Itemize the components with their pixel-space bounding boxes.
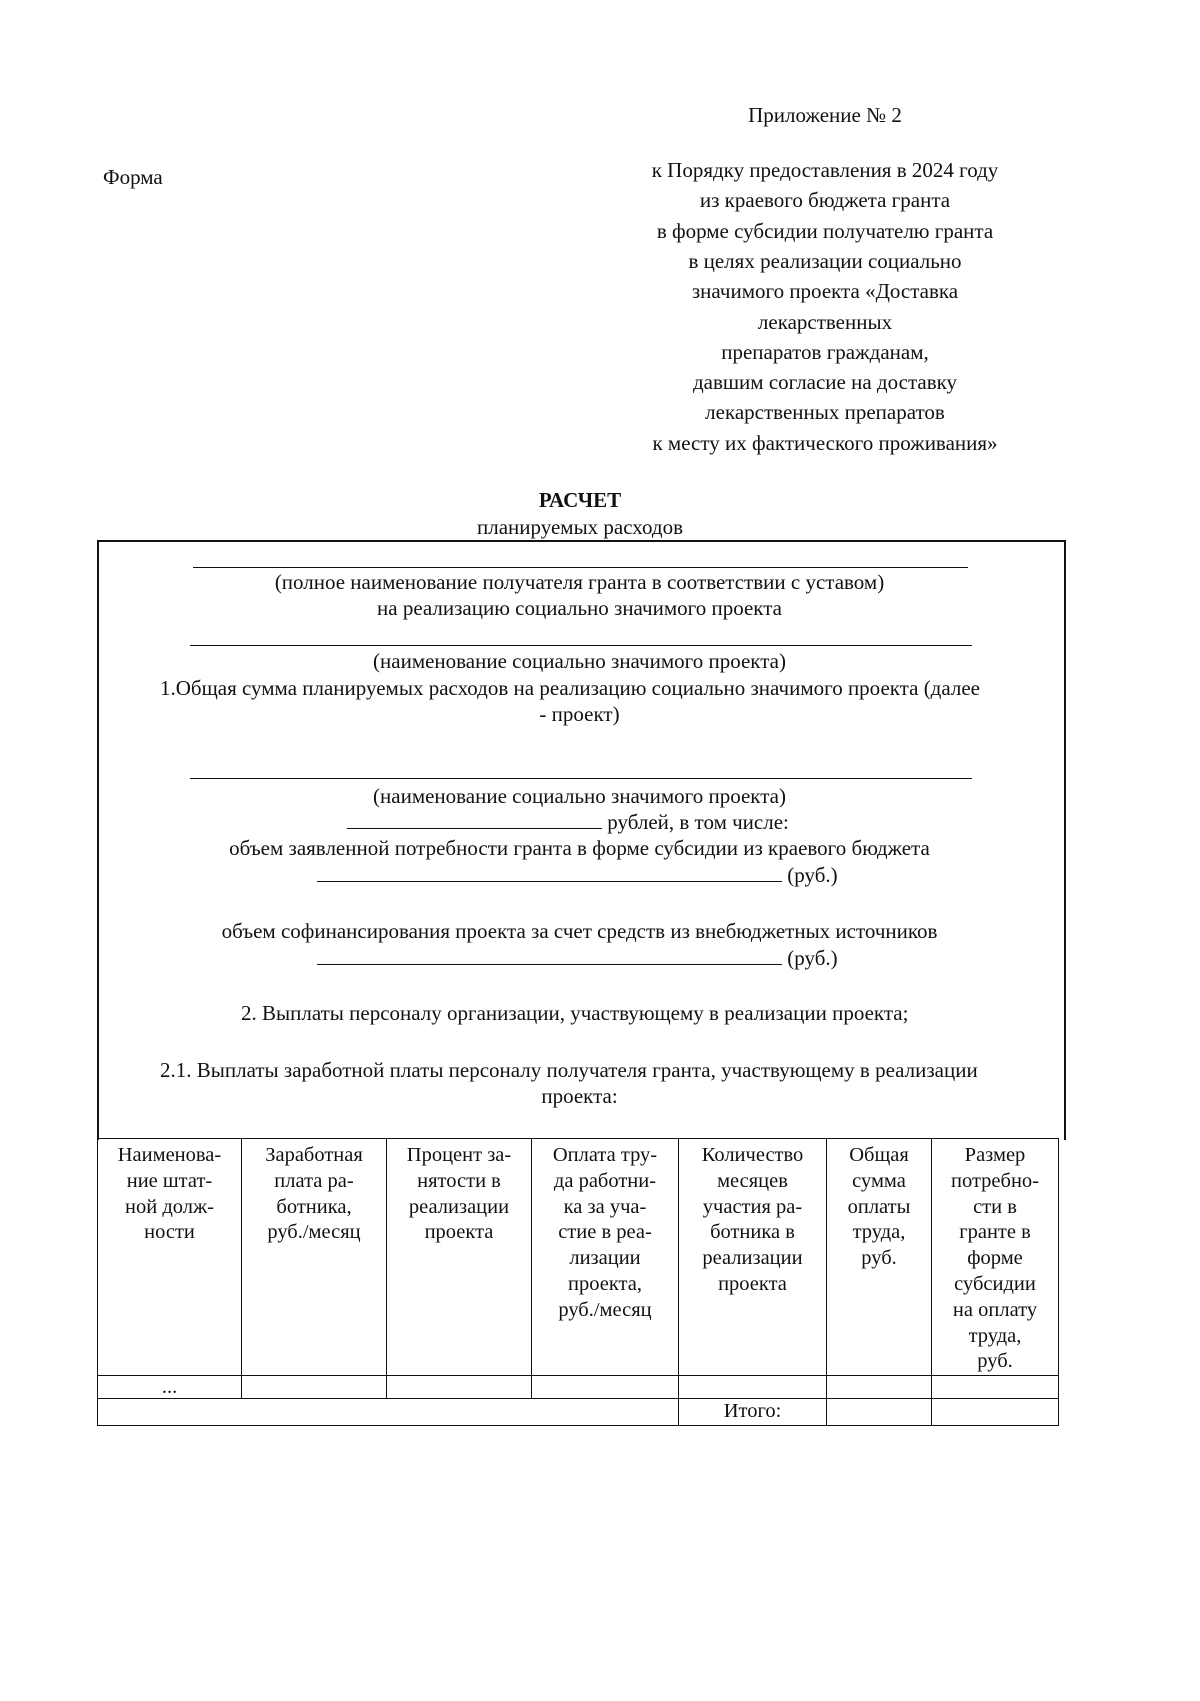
- column-header-line: проекта: [718, 1272, 787, 1295]
- column-header: [827, 1139, 932, 1376]
- column-header-line: месяцев: [717, 1169, 788, 1192]
- column-header-line: ние штат-: [126, 1169, 213, 1192]
- column-header-line: Размер: [964, 1144, 1026, 1166]
- rubles-including-text: рублей, в том числе:: [607, 810, 789, 834]
- item21-text: 2.1. Выплаты заработной платы персоналу получателя гранта, участвующему в реализации: [160, 1058, 978, 1082]
- column-header: [532, 1139, 679, 1376]
- column-header-line: нятости в: [417, 1169, 501, 1192]
- appendix-line: значимого проекта «Доставка: [691, 279, 959, 304]
- column-header-line: руб.: [977, 1350, 1013, 1373]
- column-header-line: Процент за-: [406, 1144, 512, 1166]
- form-label: Форма: [103, 165, 163, 189]
- column-header-line: проекта,: [568, 1272, 642, 1295]
- column-header-line: Оплата тру-: [552, 1144, 658, 1166]
- purpose-text: на реализацию социально значимого проекта: [377, 596, 782, 620]
- appendix-title: Приложение № 2: [748, 103, 902, 127]
- appendix-line: к Порядку предоставления в 2024 году: [651, 158, 999, 182]
- appendix-line: из краевого бюджета гранта: [699, 188, 951, 213]
- column-header-line: ботника в: [710, 1221, 795, 1244]
- column-header-line: оплаты: [847, 1195, 911, 1218]
- rub-label-2: (руб.): [787, 946, 838, 970]
- project-name-field-1[interactable]: [190, 645, 972, 646]
- column-header-line: Общая: [849, 1144, 909, 1166]
- column-header-line: ка за уча-: [563, 1195, 647, 1218]
- column-header-line: руб./месяц: [267, 1221, 361, 1244]
- recipient-name-field[interactable]: [193, 567, 968, 568]
- column-header-line: реализации: [408, 1195, 510, 1218]
- column-header-line: форме: [967, 1247, 1023, 1270]
- appendix-line: в целях реализации социально: [688, 248, 962, 273]
- project-caption-2: (наименование социально значимого проекта): [373, 784, 786, 808]
- table-cell[interactable]: [387, 1376, 532, 1399]
- column-header-line: Наименова-: [117, 1144, 222, 1166]
- total-sum-line: [347, 809, 789, 835]
- appendix-line: к месту их фактического проживания»: [652, 430, 998, 455]
- column-header-line: плата ра-: [274, 1169, 354, 1192]
- table-cell[interactable]: ...: [98, 1376, 242, 1399]
- column-header-line: Заработная: [265, 1144, 363, 1166]
- column-header-line: потребно-: [951, 1169, 1039, 1192]
- grant-volume-line: [317, 862, 838, 888]
- column-header-line: руб./месяц: [558, 1298, 652, 1321]
- item1-text-cont: - проект): [539, 702, 620, 726]
- column-header-line: труда,: [852, 1221, 906, 1244]
- column-header-line: гранте в: [959, 1221, 1031, 1244]
- column-header: [242, 1139, 387, 1376]
- table-cell[interactable]: [679, 1376, 827, 1399]
- cofinancing-text: объем софинансирования проекта за счет средств из внебюджетных источников: [221, 919, 938, 943]
- column-header-line: ной долж-: [125, 1195, 214, 1218]
- column-header: [387, 1139, 532, 1376]
- column-header-line: субсидии: [954, 1272, 1036, 1295]
- project-name-field-2[interactable]: [190, 778, 972, 779]
- column-header-line: сти в: [973, 1195, 1017, 1218]
- salary-table: [97, 1138, 1059, 1426]
- document-title: РАСЧЕТ: [538, 488, 622, 512]
- appendix-line: препаратов гражданам,: [721, 339, 929, 364]
- column-header-line: да работни-: [553, 1169, 657, 1192]
- total-grant-cell[interactable]: [932, 1399, 1059, 1426]
- column-header-line: проекта: [424, 1221, 494, 1244]
- table-cell[interactable]: [242, 1376, 387, 1399]
- column-header: [932, 1139, 1059, 1376]
- total-row: [98, 1399, 1059, 1426]
- appendix-line: в форме субсидии получателю гранта: [656, 218, 994, 243]
- rub-label-1: (руб.): [787, 863, 838, 887]
- document-subtitle: планируемых расходов: [477, 515, 683, 539]
- item21-text-cont: проекта:: [541, 1084, 618, 1108]
- table-cell[interactable]: [827, 1376, 932, 1399]
- cofinancing-field[interactable]: [317, 946, 782, 965]
- column-header-line: сумма: [852, 1169, 906, 1192]
- column-header-line: стие в реа-: [558, 1221, 652, 1244]
- recipient-caption: (полное наименование получателя гранта в соответствии с уставом): [274, 570, 885, 594]
- total-sum-cell[interactable]: [827, 1399, 932, 1426]
- column-header: [679, 1139, 827, 1376]
- table-cell: [98, 1399, 679, 1426]
- grant-volume-field[interactable]: [317, 863, 782, 882]
- column-header-line: труда,: [968, 1324, 1022, 1347]
- column-header-line: руб.: [861, 1247, 897, 1270]
- column-header-line: лизации: [569, 1247, 641, 1270]
- column-header: [98, 1139, 242, 1376]
- total-label: Итого:: [679, 1399, 827, 1426]
- total-sum-field[interactable]: [347, 810, 602, 829]
- appendix-line: лекарственных препаратов: [705, 400, 945, 425]
- appendix-line: лекарственных: [757, 309, 893, 334]
- column-header-line: ботника,: [276, 1195, 352, 1218]
- column-header-line: реализации: [702, 1247, 803, 1270]
- table-cell[interactable]: [932, 1376, 1059, 1399]
- table-cell[interactable]: [532, 1376, 679, 1399]
- grant-volume-text: объем заявленной потребности гранта в форме субсидии из краевого бюджета: [229, 836, 930, 860]
- column-header-line: Количество: [701, 1144, 804, 1166]
- appendix-line: давшим согласие на доставку: [692, 370, 958, 395]
- table-header-row: [98, 1139, 1059, 1376]
- column-header-line: на оплату: [952, 1298, 1038, 1321]
- column-header-line: ности: [144, 1221, 195, 1244]
- column-header-line: участия ра-: [702, 1195, 803, 1218]
- project-caption-1: (наименование социально значимого проекта): [373, 649, 786, 673]
- item2-text: 2. Выплаты персоналу организации, участвующему в реализации проекта;: [241, 1001, 909, 1025]
- table-row: [98, 1376, 1059, 1399]
- cofinancing-line: [317, 945, 838, 971]
- item1-text: 1.Общая сумма планируемых расходов на реализацию социально значимого проекта (далее: [160, 676, 980, 700]
